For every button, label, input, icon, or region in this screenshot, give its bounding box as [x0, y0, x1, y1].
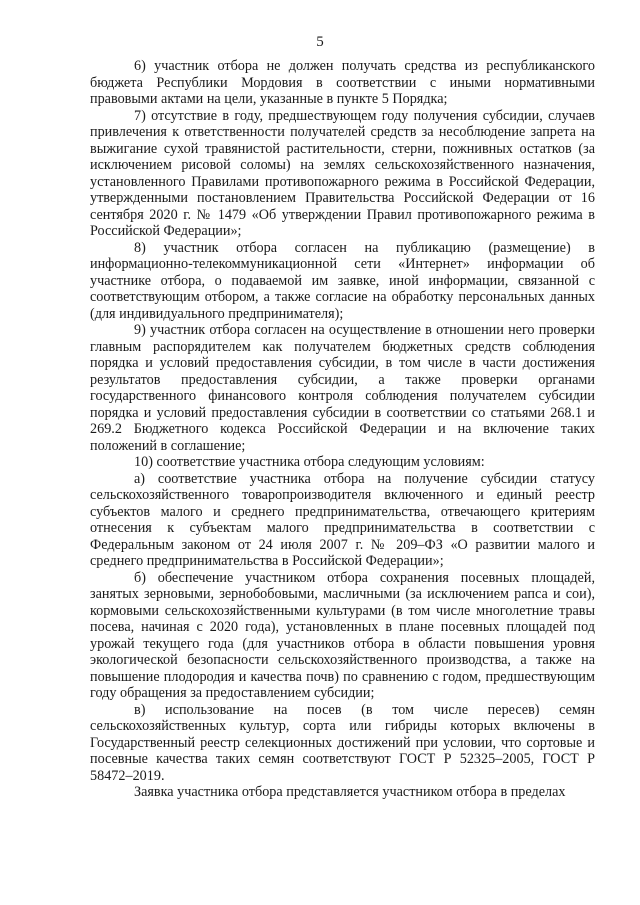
paragraph-subitem-v: в) использование на посев (в том числе пересев) семян сельскохозяйственных культур, сорта или гибриды которых включены в Государственный реестр селекционных достижений при условии, что сортовые и посевные качества таких семян соответствуют ГОСТ Р 52325–2005, ГОСТ Р 58472–2019.: [90, 701, 595, 784]
paragraph-closing: Заявка участника отбора представляется участником отбора в пределах: [134, 784, 566, 800]
document-body: [90, 58, 595, 801]
paragraph-item-10: 10) соответствие участника отбора следующим условиям:: [134, 454, 485, 470]
paragraph-item-9: 9) участник отбора согласен на осуществление в отношении него проверки главным распорядителем как получателем бюджетных средств соблюдения порядка и условий предоставления субсидии, в том числе в части достижения результатов предоставления субсидии, а также проверки органами государственного финансового контроля соблюдения получателем субсидии порядка и условий предоставления субсидии в соответствии со статьями 268.1 и 269.2 Бюджетного кодекса Российской Федерации и на включение таких положений в соглашение;: [90, 322, 595, 454]
paragraph-subitem-b: б) обеспечение участником отбора сохранения посевных площадей, занятых зерновыми, зернобобовыми, масличными (за исключением рапса и сои), кормовыми сельскохозяйственными культурами (в том числе многолетние травы посева, начиная с 2020 года), установленных в плане посевных площадей под урожай текущего года (для участников отбора в области повышения уровня экологической безопасности сельскохозяйственного производства, а также на повышение плодородия и качества почв) по сравнению с годом, предшествующим году обращения за предоставлением субсидии;: [90, 569, 595, 701]
paragraph-item-6: 6) участник отбора не должен получать средства из республиканского бюджета Республики Мордовия в соответствии с иными нормативными правовыми актами на цели, указанные в пункте 5 Порядка;: [90, 58, 595, 107]
page-number: 5: [316, 34, 324, 50]
paragraph-item-8: 8) участник отбора согласен на публикацию (размещение) в информационно-телекоммуникационной сети «Интернет» информации об участнике отбора, о подаваемой им заявке, иной информации, связанной с соответствующим отбором, а также согласие на обработку персональных данных (для индивидуального предпринимателя);: [90, 239, 595, 322]
paragraph-subitem-a: а) соответствие участника отбора на получение субсидии статусу сельскохозяйственного товаропроизводителя включенного и единый реестр субъектов малого и среднего предпринимательства, отвечающего критериям отнесения к субъектам малого предпринимательства в соответствии с Федеральным законом от 24 июля 2007 г. № 209–ФЗ «О развитии малого и среднего предпринимательства в Российской Федерации»;: [90, 470, 595, 569]
paragraph-item-7: 7) отсутствие в году, предшествующем году получения субсидии, случаев привлечения к ответственности получателей средств за несоблюдение запрета на выжигание сухой травянистой растительности, стерни, пожнивных остатков (за исключением рисовой соломы) на землях сельскохозяйственного назначения, установленного Правилами противопожарного режима в Российской Федерации, утвержденными постановлением Правительства Российской Федерации от 16 сентября 2020 г. № 1479 «Об утверждении Правил противопожарного режима в Российской Федерации»;: [90, 107, 595, 239]
